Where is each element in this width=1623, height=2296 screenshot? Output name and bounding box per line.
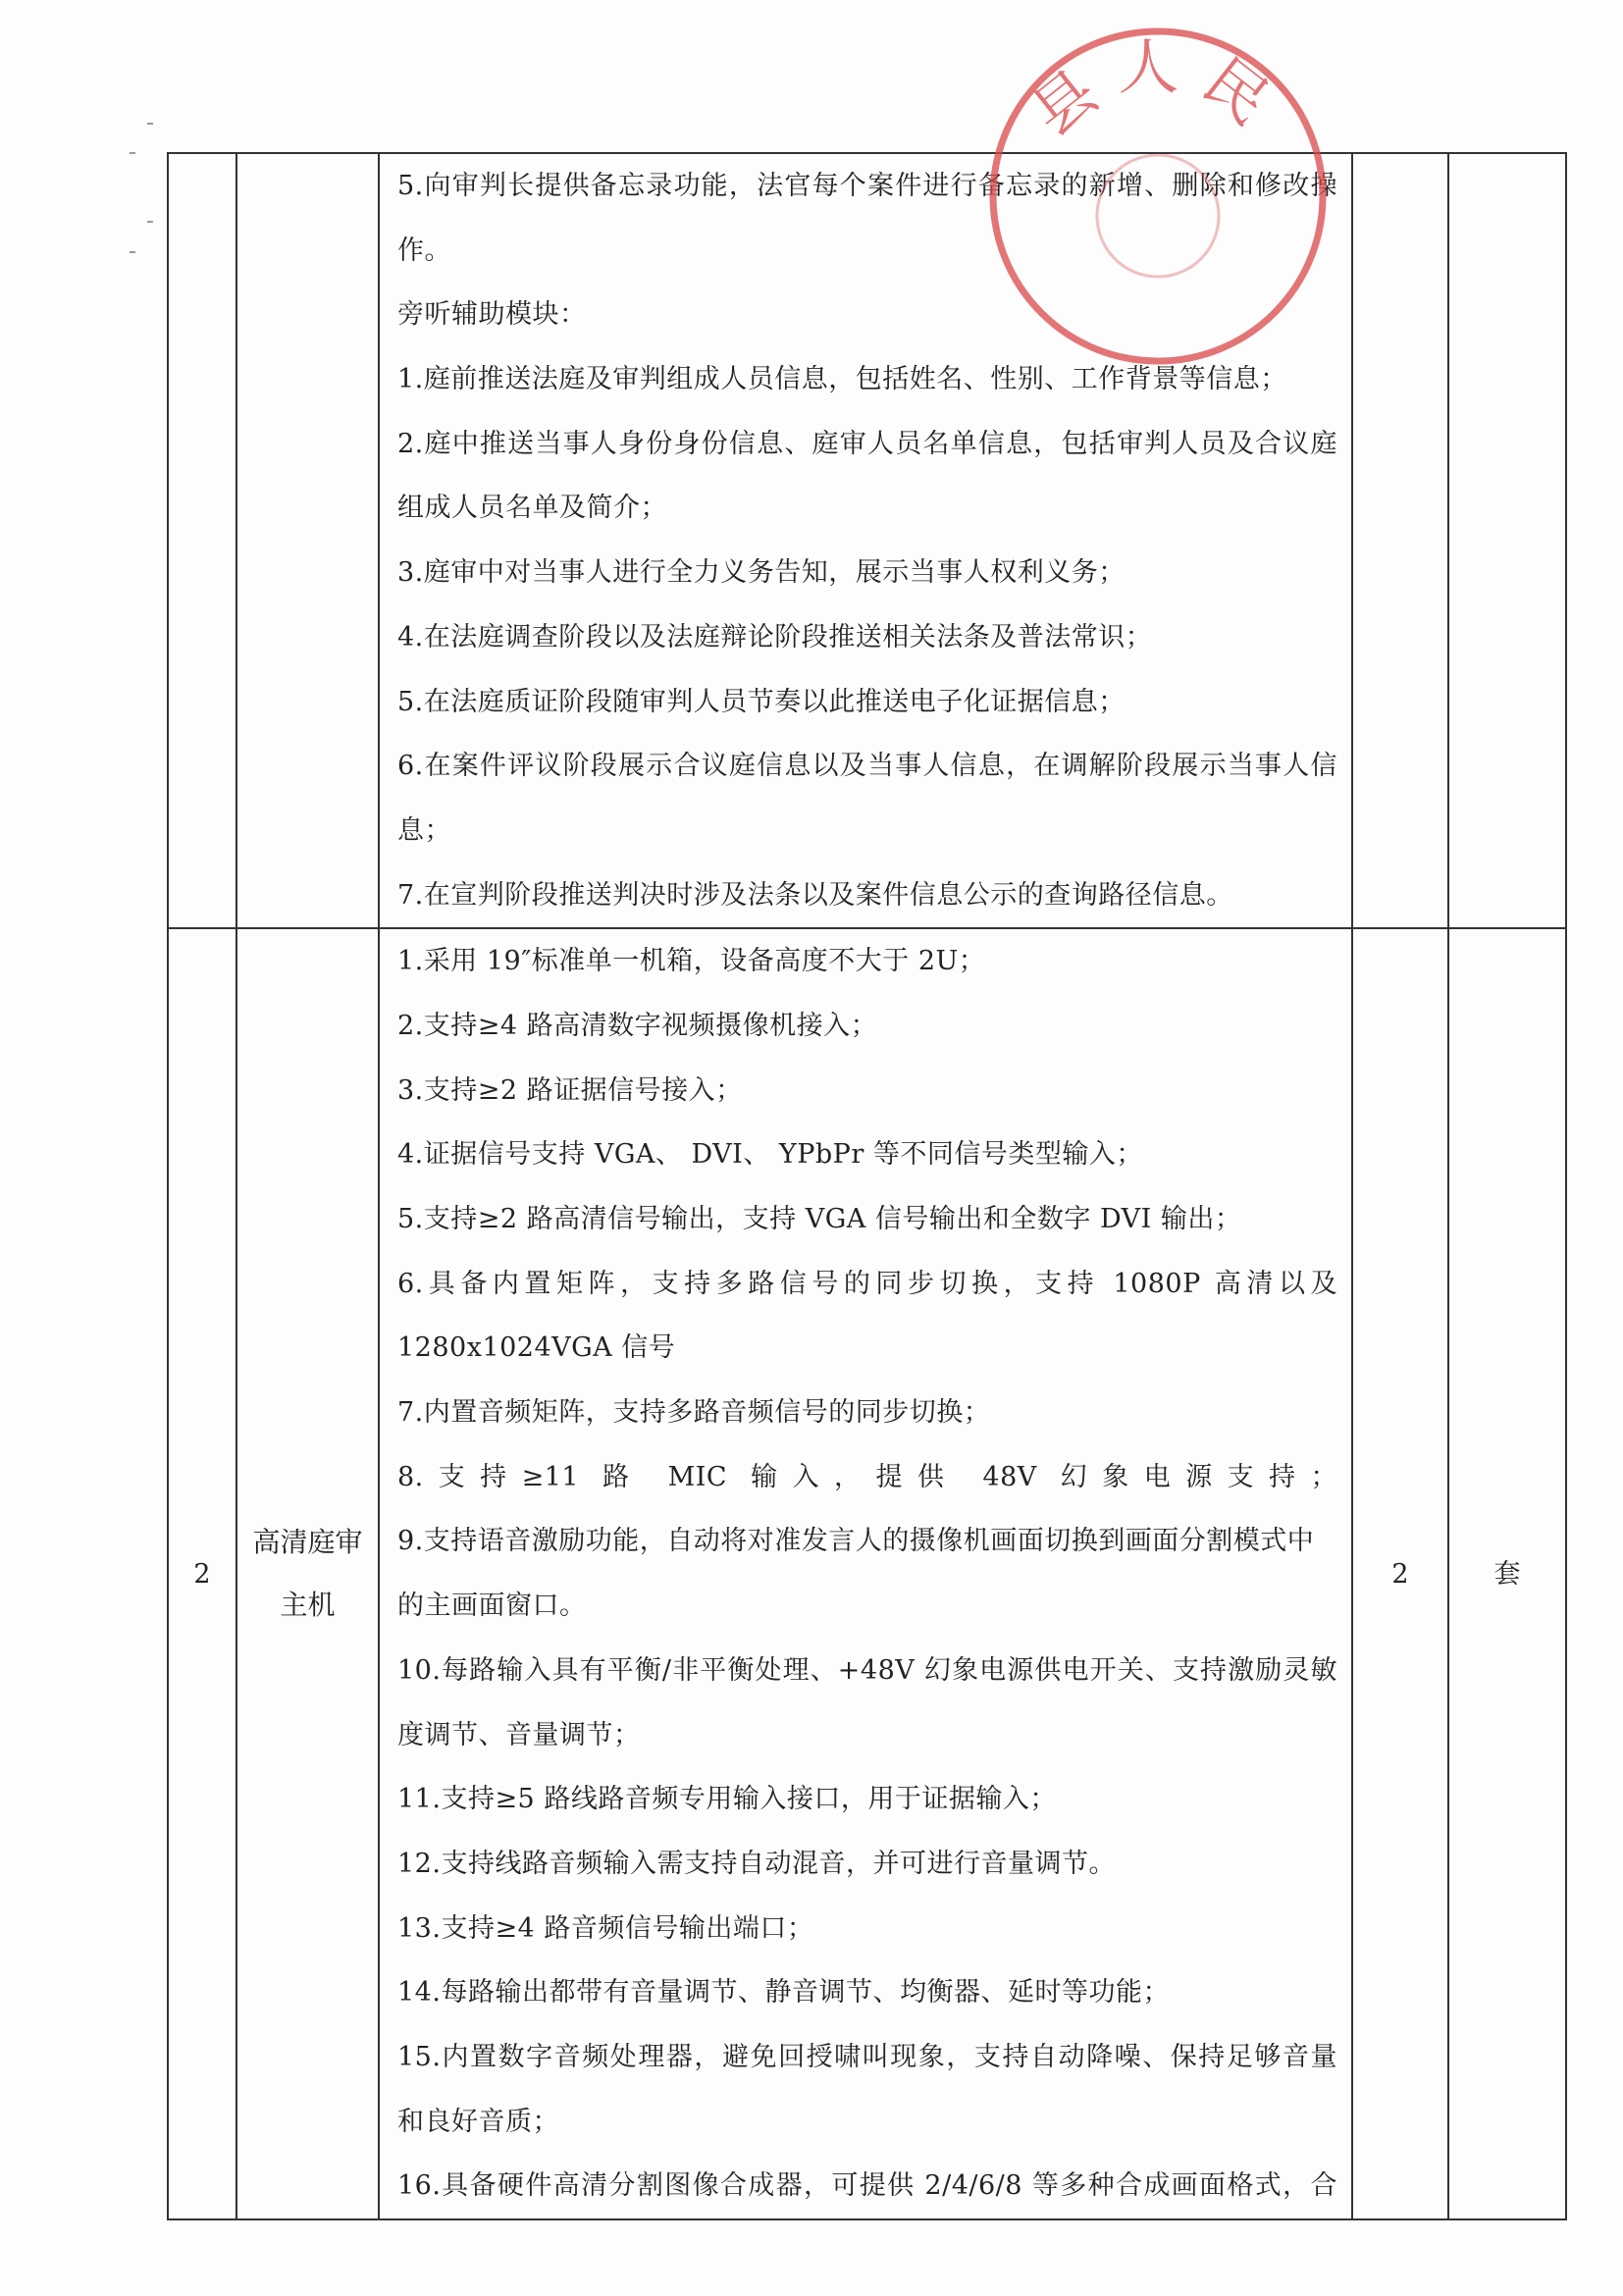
- spec-line: 7.在宣判阶段推送判决时涉及法条以及案件信息公示的查询路径信息。: [397, 879, 1233, 911]
- spec-line: 2.庭中推送当事人身份身份信息、庭审人员名单信息，包括审判人员及合议庭: [397, 428, 1337, 459]
- spec-description: [379, 153, 1352, 928]
- spec-line: 度调节、音量调节；: [397, 1719, 641, 1750]
- spec-description: [379, 928, 1352, 2219]
- quantity: 2: [1352, 928, 1448, 2219]
- spec-line: 13.支持≥4 路音频信号输出端口；: [397, 1912, 814, 1944]
- spec-line: 5.在法庭质证阶段随审判人员节奏以此推送电子化证据信息；: [397, 686, 1126, 717]
- item-name-line: 高清庭审: [252, 1526, 363, 1559]
- spec-line: 作。: [397, 235, 451, 266]
- spec-table: [167, 152, 1567, 2220]
- spec-line: 和良好音质；: [397, 2106, 559, 2137]
- row-number: 2: [168, 928, 236, 2219]
- item-name: [236, 153, 379, 928]
- svg-text:县人民: 县人民: [1018, 30, 1297, 150]
- spec-line: 9.支持语音激励功能，自动将对准发言人的摄像机画面切换到画面分割模式中: [397, 1526, 1315, 1557]
- unit: 套: [1448, 928, 1566, 2219]
- spec-line: 11.支持≥5 路线路音频专用输入接口，用于证据输入；: [397, 1784, 1057, 1815]
- spec-line: 2.支持≥4 路高清数字视频摄像机接入；: [397, 1010, 878, 1041]
- spec-line: 息；: [397, 814, 451, 846]
- table-row: [168, 153, 1566, 928]
- spec-line: 1280x1024VGA 信号: [397, 1332, 676, 1364]
- spec-line: 的主画面窗口。: [397, 1591, 587, 1622]
- item-name-line: 主机: [280, 1589, 336, 1622]
- spec-line: 1.采用 19″标准单一机箱，设备高度不大于 2U；: [397, 946, 986, 977]
- spec-line: 3.支持≥2 路证据信号接入；: [397, 1074, 743, 1106]
- spec-line: 4.证据信号支持 VGA、 DVI、 YPbPr 等不同信号类型输入；: [397, 1139, 1143, 1171]
- spec-line: 6.在案件评议阶段展示合议庭信息以及当事人信息，在调解阶段展示当事人信: [397, 751, 1337, 782]
- spec-line: 5.支持≥2 路高清信号输出，支持 VGA 信号输出和全数字 DVI 输出；: [397, 1204, 1242, 1234]
- spec-line: 1.庭前推送法庭及审判组成人员信息，包括姓名、性别、工作背景等信息；: [397, 364, 1287, 395]
- spec-line: 4.在法庭调查阶段以及法庭辩论阶段推送相关法条及普法常识；: [397, 621, 1153, 652]
- spec-line: 16.具备硬件高清分割图像合成器，可提供 2/4/6/8 等多种合成画面格式，合: [397, 2170, 1337, 2202]
- spec-line: 10.每路输入具有平衡/非平衡处理、+48V 幻象电源供电开关、支持激励灵敏: [397, 1654, 1337, 1686]
- spec-line: 3.庭审中对当事人进行全力义务告知，展示当事人权利义务；: [397, 557, 1126, 589]
- spec-line: 组成人员名单及简介；: [397, 493, 667, 524]
- item-name: [236, 928, 379, 2219]
- spec-line: 5.向审判长提供备忘录功能，法官每个案件进行备忘录的新增、删除和修改操: [397, 171, 1337, 201]
- quantity: [1352, 153, 1448, 928]
- spec-line: 14.每路输出都带有音量调节、静音调节、均衡器、延时等功能；: [397, 1977, 1170, 2009]
- spec-line: 7.内置音频矩阵，支持多路音频信号的同步切换；: [397, 1397, 991, 1429]
- spec-line: 6.具备内置矩阵，支持多路信号的同步切换，支持 1080P 高清以及: [397, 1268, 1337, 1299]
- table-row: [168, 928, 1566, 2219]
- spec-line: 旁听辅助模块：: [397, 299, 587, 331]
- spec-line: 12.支持线路音频输入需支持自动混音，并可进行音量调节。: [397, 1848, 1116, 1879]
- spec-line: 15.内置数字音频处理器，避免回授啸叫现象，支持自动降噪、保持足够音量: [397, 2041, 1337, 2072]
- row-number: [168, 153, 236, 928]
- unit: [1448, 153, 1566, 928]
- spec-line: 8.支持≥11 路 MIC 输入，提供 48V 幻象电源支持；: [397, 1461, 1337, 1492]
